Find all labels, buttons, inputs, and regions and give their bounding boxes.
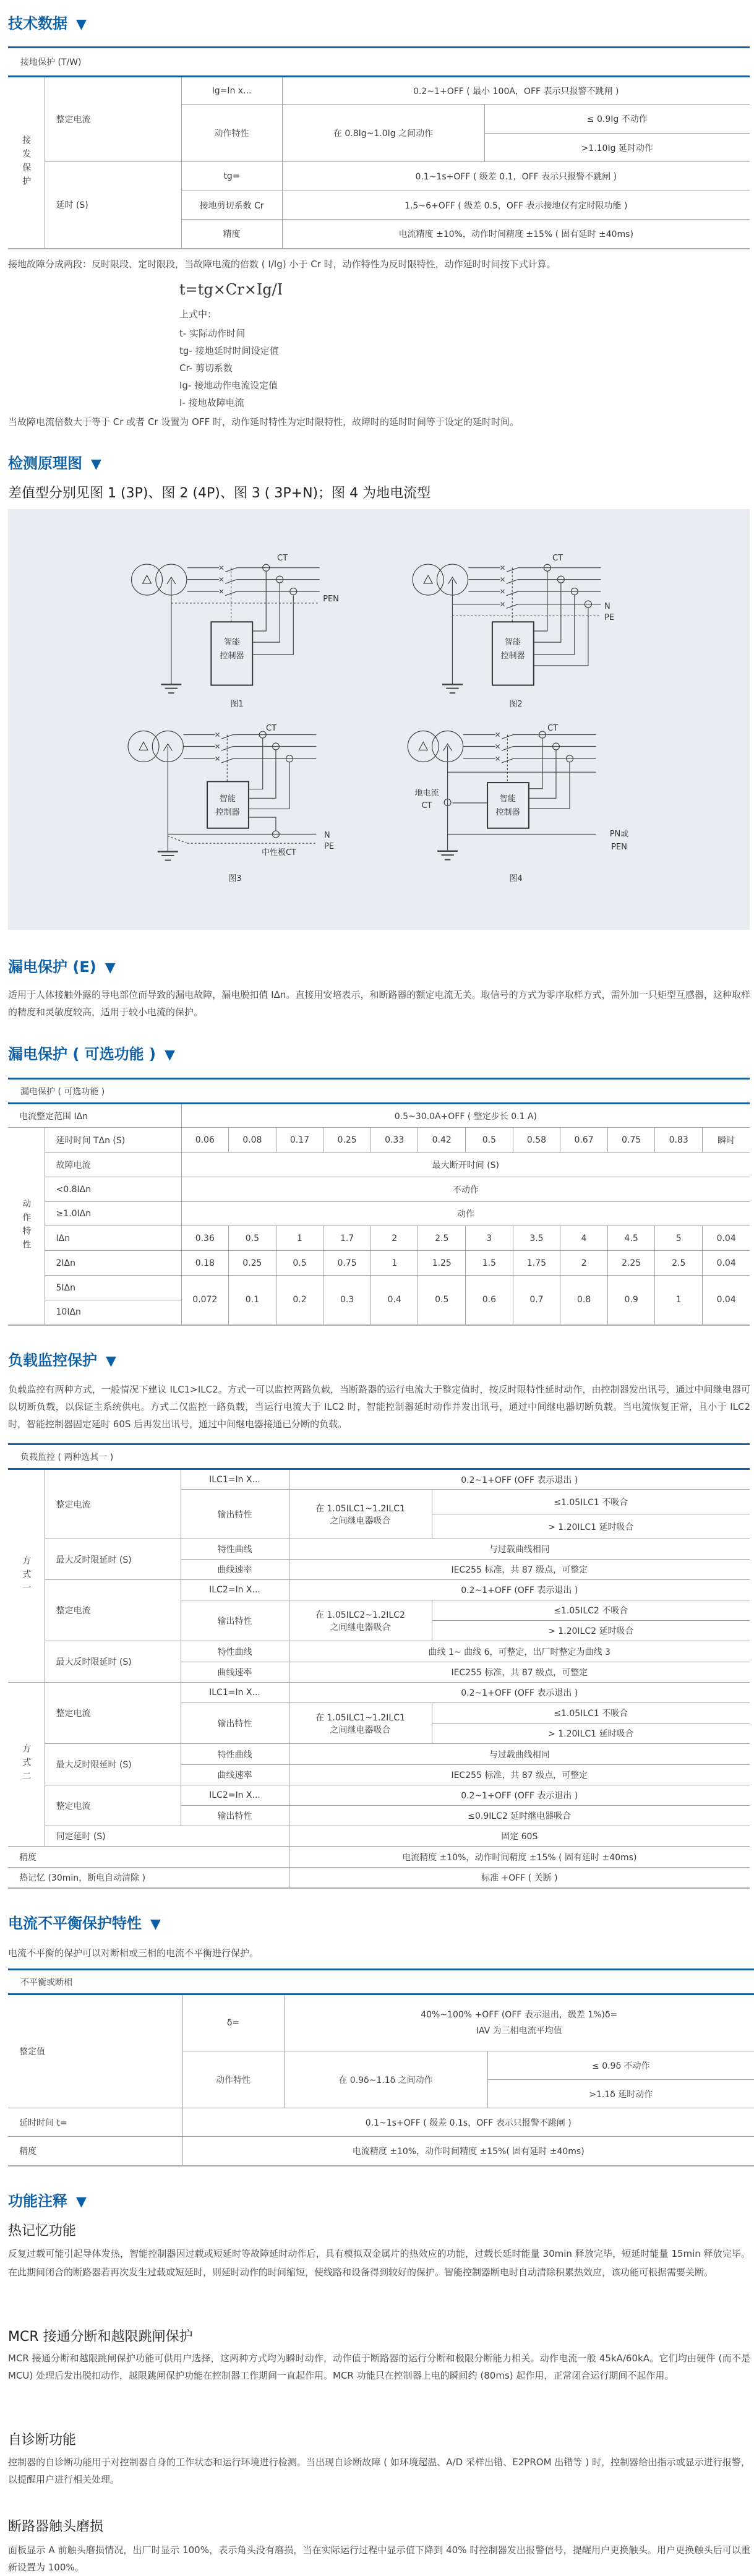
value-cell: 0.04 xyxy=(703,1226,750,1251)
value-cell: 1 xyxy=(371,1251,418,1276)
row-label: 整定值 xyxy=(8,1994,182,2108)
param-value: IEC255 标准，共 87 级点，可整定 xyxy=(289,1662,750,1683)
formula-note: tg- 接地延时时间设定值 xyxy=(179,345,279,356)
param-value: > 1.20ILC2 延时吸合 xyxy=(432,1621,750,1641)
param-label: 输出特性 xyxy=(181,1806,289,1826)
row-label: 最大反时限延时 (S) xyxy=(45,1744,181,1785)
row-label: 电流整定范围 IΔn xyxy=(8,1104,181,1128)
breaker-contact-icon xyxy=(500,603,504,606)
value-cell: 0.08 xyxy=(229,1128,276,1153)
value-cell: 0.9 xyxy=(607,1276,655,1325)
param-value xyxy=(289,1600,432,1641)
param-value: 0.5~30.0A+OFF ( 整定步长 0.1 A) xyxy=(181,1104,750,1128)
transformer-primary-icon xyxy=(128,731,159,762)
param-value: 曲线 1~ 曲线 6，可整定，出厂时整定为曲线 3 xyxy=(289,1641,750,1662)
ct-label: CT xyxy=(266,724,277,733)
param-value: 1.5~6+OFF ( 级差 0.5，OFF 表示接地仅有定时限功能 ) xyxy=(282,191,750,220)
breaker-contact-icon xyxy=(216,745,220,749)
wire xyxy=(249,762,289,809)
value-cell: 1.5 xyxy=(466,1251,513,1276)
row-label: 故障电流 xyxy=(45,1153,181,1177)
param-value: ≤1.05ILC2 不吸合 xyxy=(432,1600,750,1621)
param-value: > 1.20ILC1 延时吸合 xyxy=(432,1724,750,1744)
group-label: 接发保护 xyxy=(8,77,45,249)
breaker-contact-icon xyxy=(220,578,223,582)
value-cell: 0.5 xyxy=(276,1251,323,1276)
formula: t=tg×Cr×Ig/I xyxy=(179,281,283,298)
range-line: 在 1.05ILC1~1.2ILC1 xyxy=(315,1503,405,1514)
breaker-contact-icon xyxy=(500,590,504,593)
row-label: 整定电流 xyxy=(45,1580,181,1641)
row-label: 延时时间 t= xyxy=(8,2108,182,2137)
value-cell: 0.8 xyxy=(560,1276,608,1325)
value-cell: 0.36 xyxy=(181,1226,229,1251)
wire xyxy=(529,762,570,809)
value-cell: 2.5 xyxy=(418,1226,466,1251)
ct-label: CT xyxy=(421,801,432,810)
param-label: ILC1=In X... xyxy=(181,1683,289,1703)
table-header: 接地保护 (T/W) xyxy=(8,48,750,77)
value-cell: 3 xyxy=(466,1226,513,1251)
row-label: 整定电流 xyxy=(45,1683,181,1744)
row-label: ≥1.0IΔn xyxy=(45,1202,181,1226)
value-cell: 0.17 xyxy=(276,1128,323,1153)
row-label: 同定延时 (S) xyxy=(45,1826,289,1847)
controller-label: 控制器 xyxy=(500,651,525,661)
controller-label: 智能 xyxy=(504,638,521,647)
param-label: 曲线速率 xyxy=(181,1765,289,1785)
value-cell: 1 xyxy=(655,1276,703,1325)
value-cell: 0.58 xyxy=(513,1128,560,1153)
range-line: 之间继电器吸合 xyxy=(330,1725,391,1735)
ct-label: CT xyxy=(547,724,559,733)
row-label: 延时时间 TΔn (S) xyxy=(45,1128,181,1153)
breaker-contact-icon xyxy=(500,566,504,570)
param-value: 与过载曲线相同 xyxy=(289,1744,750,1765)
value-cell: 0.33 xyxy=(371,1128,418,1153)
delta-icon xyxy=(419,742,427,750)
row-label: 最大反时限延时 (S) xyxy=(45,1539,181,1580)
param-value: IEC255 标准，共 87 级点，可整定 xyxy=(289,1560,750,1580)
value-cell: 0.2 xyxy=(276,1276,323,1325)
pe-label: PE xyxy=(604,613,615,622)
ground-protection-table xyxy=(8,46,750,249)
figure-caption: 图4 xyxy=(509,874,523,883)
section-title-detection xyxy=(8,454,101,473)
value-cell: 1.25 xyxy=(418,1251,466,1276)
row-label: IΔn xyxy=(45,1226,181,1251)
param-value: 最大断开时间 (S) xyxy=(181,1153,750,1177)
row-label: 10IΔn xyxy=(45,1300,181,1325)
breaker-contact-icon xyxy=(216,733,220,737)
breaker-contact-icon xyxy=(500,578,504,582)
value-cell: 2.25 xyxy=(607,1251,655,1276)
section-title-text: 技术数据 xyxy=(8,15,67,32)
param-label: ILC1=In X... xyxy=(181,1469,289,1490)
range-line: 在 1.05ILC1~1.2ILC1 xyxy=(315,1712,405,1723)
param-value: >1.10Ig 延时动作 xyxy=(484,134,750,162)
param-value xyxy=(289,1490,432,1539)
controller-label: 控制器 xyxy=(215,808,240,817)
value-cell: 2 xyxy=(560,1251,608,1276)
value-cell: 0.25 xyxy=(229,1251,276,1276)
param-value: 电流精度 ±10%，动作时间精度 ±15% ( 固有延时 ±40ms) xyxy=(282,220,750,249)
param-value: ≤1.05ILC1 不吸合 xyxy=(432,1490,750,1514)
controller-label: 智能 xyxy=(223,638,241,647)
wire xyxy=(534,595,575,654)
param-label: tg= xyxy=(181,162,282,191)
formula-note: t- 实际动作时间 xyxy=(179,328,246,339)
pn-label: PN或 xyxy=(609,830,629,839)
value-cell: 0.04 xyxy=(703,1251,750,1276)
section-title-notes xyxy=(8,2192,87,2210)
section-title-leakage xyxy=(8,958,116,976)
row-label: 延时 (S) xyxy=(45,162,181,249)
delta-icon xyxy=(139,742,148,750)
triangle-down-icon: ▼ xyxy=(106,1354,116,1369)
value-cell: 0.18 xyxy=(181,1251,229,1276)
table-header: 漏电保护 ( 可选功能 ) xyxy=(8,1079,750,1104)
wire xyxy=(249,817,276,831)
value-cell: 5 xyxy=(655,1226,703,1251)
section-title-text: 电流不平衡保护特性 xyxy=(8,1915,142,1932)
section-title-tech xyxy=(8,14,87,33)
value-cell: 1 xyxy=(276,1226,323,1251)
row-label: <0.8IΔn xyxy=(45,1177,181,1202)
value-cell: 0.75 xyxy=(323,1251,371,1276)
param-value: 电流精度 ±10%，动作时间精度 ±15% ( 固有延时 ±40ms) xyxy=(289,1847,750,1868)
note-title: 热记忆功能 xyxy=(8,2223,77,2239)
range-line: 在 1.05ILC2~1.2ILC2 xyxy=(315,1610,405,1620)
section-title-text: 检测原理图 xyxy=(8,455,82,472)
param-value: IEC255 标准，共 87 级点，可整定 xyxy=(289,1765,750,1785)
section-title-leakage-optional xyxy=(8,1045,175,1063)
value-cell: 0.7 xyxy=(513,1276,560,1325)
transformer-primary-icon xyxy=(132,564,163,595)
param-value: 固定 60S xyxy=(289,1826,750,1847)
note-title: 断路器触头磨损 xyxy=(8,2519,104,2535)
param-value: 不动作 xyxy=(181,1177,750,1202)
param-value: 0.2~1+OFF (OFF 表示退出 ) xyxy=(289,1580,750,1600)
section-title-load xyxy=(8,1351,116,1370)
param-label: 动作特性 xyxy=(181,105,282,162)
ground-fault-paragraph: 接地故障分成两段：反时限段、定时限段，当故障电流的倍数 ( I/Ig) 小于 Cr 时，动作特性为反时限特性，动作延时时间按下式计算。 xyxy=(8,259,556,270)
wire xyxy=(249,750,276,798)
param-value: >1.1δ 延时动作 xyxy=(487,2080,754,2108)
value-cell: 瞬时 xyxy=(703,1128,750,1153)
figure-caption: 图3 xyxy=(228,874,242,883)
section-title-text: 漏电保护 ( 可选功能 ) xyxy=(8,1045,156,1063)
value-line: IAV 为三相电流平均值 xyxy=(476,2026,562,2036)
n-label: N xyxy=(604,602,610,611)
formula-note: Ig- 接地动作电流设定值 xyxy=(179,380,278,391)
group-label: 动作特性 xyxy=(8,1128,45,1325)
param-value: 在 0.9δ~1.1δ 之间动作 xyxy=(284,2051,487,2108)
pe-label: PE xyxy=(324,842,335,851)
leakage-table xyxy=(8,1078,750,1326)
value-cell: 0.04 xyxy=(703,1276,750,1325)
transformer-primary-icon xyxy=(413,564,443,595)
value-cell: 4.5 xyxy=(607,1226,655,1251)
param-value: 动作 xyxy=(181,1202,750,1226)
value-cell: 0.75 xyxy=(607,1128,655,1153)
param-value xyxy=(289,1703,432,1744)
controller-box xyxy=(207,781,249,828)
param-value: 0.2~1+OFF (OFF 表示退出 ) xyxy=(289,1469,750,1490)
param-value: 0.1~1s+OFF ( 级差 0.1，OFF 表示只报警不跳闸 ) xyxy=(282,162,750,191)
wire xyxy=(534,571,547,631)
param-value: 电流精度 ±10%，动作时间精度 ±15%( 固有延时 ±40ms) xyxy=(182,2137,754,2166)
mode-label: 方式一 xyxy=(8,1469,45,1683)
pen-label: PEN xyxy=(323,595,339,604)
value-cell: 0.25 xyxy=(323,1128,371,1153)
detection-subtitle: 差值型分别见图 1 (3P)、图 2 (4P)、图 3 ( 3P+N)；图 4 为地电流型 xyxy=(8,486,431,501)
value-cell: 3.5 xyxy=(513,1226,560,1251)
param-value: ≤1.05ILC1 不吸合 xyxy=(432,1703,750,1724)
ct-label: CT xyxy=(277,554,288,563)
param-label: 曲线速率 xyxy=(181,1560,289,1580)
param-label: Ig=In x... xyxy=(181,77,282,105)
value-line: 40%~100% +OFF (OFF 表示退出，级差 1%)δ= xyxy=(421,2010,618,2020)
breaker-contact-icon xyxy=(496,745,500,749)
param-value: ≤0.9ILC2 延时继电器吸合 xyxy=(289,1806,750,1826)
param-value: > 1.20ILC1 延时吸合 xyxy=(432,1514,750,1539)
triangle-down-icon: ▼ xyxy=(76,2194,87,2210)
unbalance-table xyxy=(8,1968,754,2166)
value-cell: 0.1 xyxy=(229,1276,276,1325)
formula-note: Cr- 剪切系数 xyxy=(179,363,233,374)
note-text: MCR 接通分断和越限跳闸保护功能可供用户选择，这两种方式均为瞬时动作，动作值于断路器的运行分断和极限分断能力相关。动作电流一般 45kA/60kA。它们均由硬件 (而不是 MCU) 处理后发出脱扣动作，越限跳闸保护功能在控制器工作期间一直起作用。MCR 功能只在控制器上电的瞬间约 (80ms) 起作用，正常闭合运行期间不起作用。 xyxy=(8,2353,750,2381)
param-label: 精度 xyxy=(181,220,282,249)
param-value: 0.2~1+OFF (OFF 表示退出 ) xyxy=(289,1785,750,1806)
wire xyxy=(249,738,263,789)
param-label: 特性曲线 xyxy=(181,1641,289,1662)
value-cell: 0.4 xyxy=(371,1276,418,1325)
param-value: 0.2~1+OFF ( 最小 100A，OFF 表示只报警不跳闸 ) xyxy=(282,77,750,105)
row-label: 精度 xyxy=(8,2137,182,2166)
note-text: 反复过载可能引起导体发热，智能控制器因过载或短延时等故障延时动作后，具有模拟双金属片的热效应的功能，过载长延时能量 30min 释放完毕，短延时能量 15min 释放完毕。在此期间闭合的断路器若再次发生过载或短延时，则延时动作的时间缩短，使线路和设备得到较好的保护。智能控制器断电时自动清除积累热效应，该功能可根据需要关断。 xyxy=(8,2248,750,2278)
section-title-text: 漏电保护 (E) xyxy=(8,958,96,976)
load-paragraph: 负载监控有两种方式，一般情况下建议 ILC1>ILC2。方式一可以监控两路负载，当断路器的运行电流大于整定值时，按反时限特性延时动作，由控制器发出讯号，通过中间继电器可以切断负载，以保证主系统供电。方式二仅监控一路负载，当运行电流大于 ILC2 时，智能控制器延时动作并发出讯号，通过中间继电器切断负载。当电流恢复正常，且小于 ILC2 时，智能控制器固定延时 60S 后再发出讯号，通过中间继电器接通已分断的负载。 xyxy=(8,1384,750,1430)
param-label: ILC2=In X... xyxy=(181,1785,289,1806)
param-label: 特性曲线 xyxy=(181,1744,289,1765)
triangle-down-icon: ▼ xyxy=(105,960,116,976)
detection-diagram xyxy=(0,507,754,930)
triangle-down-icon: ▼ xyxy=(165,1047,175,1063)
formula-note: I- 接地故障电流 xyxy=(179,397,244,408)
row-label: 2IΔn xyxy=(45,1251,181,1276)
breaker-contact-icon xyxy=(220,566,223,570)
value-cell: 0.67 xyxy=(560,1128,608,1153)
row-label: 热记忆 (30min，断电自动清除 ) xyxy=(8,1868,289,1888)
value-cell: 0.5 xyxy=(229,1226,276,1251)
note-title: 自诊断功能 xyxy=(8,2432,77,2448)
section-title-text: 功能注释 xyxy=(8,2192,67,2210)
dashed-line xyxy=(168,836,187,843)
param-value: ≤ 0.9δ 不动作 xyxy=(487,2051,754,2080)
table-header: 不平衡或断相 xyxy=(8,1970,754,1994)
param-value: ≤ 0.9Ig 不动作 xyxy=(484,105,750,134)
param-label: 输出特性 xyxy=(181,1490,289,1539)
table-header: 负载监控 ( 两种选其一 ) xyxy=(8,1445,750,1469)
value-cell: 0.6 xyxy=(466,1276,513,1325)
row-label: 整定电流 xyxy=(45,1469,181,1539)
delta-icon xyxy=(424,575,432,583)
section-title-unbalance xyxy=(8,1914,161,1933)
breaker-contact-icon xyxy=(496,757,500,760)
note-text: 控制器的自诊断功能用于对控制器自身的工作状态和运行环境进行检测。当出现自诊断故障 ( 如环境超温、A/D 采样出错、E2PROM 出错等 ) 时，控制器给出指示或显示进行报警，以提醒用户进行相关处理。 xyxy=(8,2457,750,2485)
breaker-contact-icon xyxy=(216,757,220,760)
range-line: 之间继电器吸合 xyxy=(330,1622,391,1633)
value-cell: 2.5 xyxy=(655,1251,703,1276)
param-value: 标准 +OFF ( 关断 ) xyxy=(289,1868,750,1888)
figure-caption: 图2 xyxy=(509,700,523,709)
wire xyxy=(252,595,293,654)
definite-time-paragraph: 当故障电流倍数大于等于 Cr 或者 Cr 设置为 OFF 时，动作延时特性为定时限特性，故障时的延时时间等于设定的延时时间。 xyxy=(8,416,519,427)
value-cell: 0.06 xyxy=(181,1128,229,1153)
wire xyxy=(529,738,542,789)
unbalance-paragraph: 电流不平衡的保护可以对断相或三相的电流不平衡进行保护。 xyxy=(8,1947,259,1959)
pen-label: PEN xyxy=(611,843,627,852)
range-line: 之间继电器吸合 xyxy=(330,1516,391,1526)
row-label: 精度 xyxy=(8,1847,289,1868)
neutral-ct-label: 中性极CT xyxy=(261,848,297,857)
controller-box xyxy=(487,783,529,828)
param-label: 输出特性 xyxy=(181,1703,289,1744)
triangle-down-icon: ▼ xyxy=(76,17,87,32)
n-label: N xyxy=(324,831,330,840)
wire xyxy=(252,571,266,631)
controller-label: 控制器 xyxy=(220,651,244,661)
param-value: 在 0.8Ig~1.0Ig 之间动作 xyxy=(282,105,484,162)
delta-icon xyxy=(143,575,152,583)
triangle-down-icon: ▼ xyxy=(150,1917,161,1932)
row-label: 整定电流 xyxy=(45,1785,181,1826)
figure-caption: 图1 xyxy=(230,700,244,709)
value-cell: 0.5 xyxy=(466,1128,513,1153)
value-cell: 4 xyxy=(560,1226,608,1251)
param-label: 输出特性 xyxy=(181,1600,289,1641)
controller-label: 控制器 xyxy=(495,808,520,817)
note-text: 面板显示 A 前触头磨损情况，出厂时显示 100%，表示角头没有磨损，当在实际运行过程中显示值下降到 40% 时控制器发出报警信号，提醒用户更换触头。用户更换触头后可以重新设置为 100%。 xyxy=(8,2544,750,2573)
value-cell: 0.5 xyxy=(418,1276,466,1325)
value-cell: 0.42 xyxy=(418,1128,466,1153)
param-label: 特性曲线 xyxy=(181,1539,289,1560)
value-cell: 1.7 xyxy=(323,1226,371,1251)
value-cell: 0.072 xyxy=(181,1276,229,1325)
param-value: 0.1~1s+OFF ( 级差 0.1s，OFF 表示只报警不跳闸 ) xyxy=(182,2108,754,2137)
value-cell: 0.3 xyxy=(323,1276,371,1325)
controller-label: 智能 xyxy=(219,794,236,804)
breaker-contact-icon xyxy=(220,590,223,593)
note-title: MCR 接通分断和越限跳闸保护 xyxy=(8,2329,193,2345)
leakage-paragraph: 适用于人体接触外露的导电部位而导致的漏电故障，漏电脱扣值 IΔn。直接用安培表示，和断路器的额定电流无关。取信号的方式为零序取样方式，需外加一只矩型互感器，这种取样的精度和灵敏度较高，适用于较小电流的保护。 xyxy=(8,989,750,1018)
triangle-down-icon: ▼ xyxy=(91,457,101,472)
formula-note: 上式中： xyxy=(179,309,217,320)
breaker-contact-icon xyxy=(496,733,500,737)
value-cell: 1.75 xyxy=(513,1251,560,1276)
section-title-text: 负载监控保护 xyxy=(8,1352,97,1369)
param-label: ILC2=In X... xyxy=(181,1580,289,1600)
row-label: 5IΔn xyxy=(45,1276,181,1300)
value-cell: 2 xyxy=(371,1226,418,1251)
value-cell: 0.83 xyxy=(655,1128,703,1153)
ct-label: CT xyxy=(552,554,563,563)
ground-current-label: 地电流 xyxy=(414,789,439,798)
param-label: δ= xyxy=(182,1994,284,2051)
row-label: 整定电流 xyxy=(45,77,181,162)
param-value xyxy=(284,1994,754,2051)
mode-label: 方式二 xyxy=(8,1683,45,1847)
param-label: 曲线速率 xyxy=(181,1662,289,1683)
param-label: 动作特性 xyxy=(182,2051,284,2108)
param-value: 与过载曲线相同 xyxy=(289,1539,750,1560)
transformer-primary-icon xyxy=(408,731,439,762)
param-label: 接地剪切系数 Cr xyxy=(181,191,282,220)
param-value: 0.2~1+OFF (OFF 表示退出 ) xyxy=(289,1683,750,1703)
row-label: 最大反时限延时 (S) xyxy=(45,1641,181,1683)
controller-label: 智能 xyxy=(499,794,516,804)
load-monitor-table xyxy=(8,1443,750,1889)
